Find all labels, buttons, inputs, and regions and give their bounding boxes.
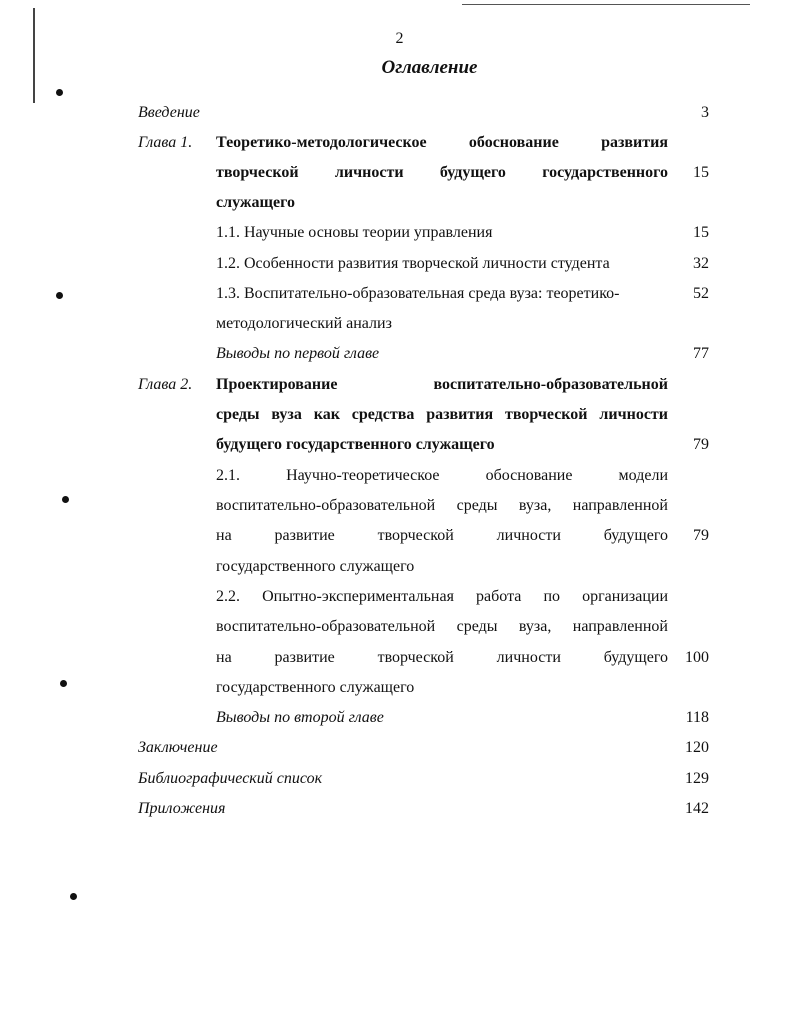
- page-title: Оглавление: [381, 57, 478, 78]
- toc-intro-label[interactable]: Введение: [138, 104, 200, 121]
- toc-section-2-1-cont[interactable]: государственного служащего: [216, 558, 415, 575]
- toc-section-2-2[interactable]: 2.2. Опытно-экспериментальная работа по организации: [216, 588, 668, 605]
- toc-chapter1-conclusion-page: 77: [693, 345, 709, 362]
- toc-chapter2-label: Глава 2.: [138, 376, 193, 393]
- toc-appendices-label[interactable]: Приложения: [138, 800, 226, 817]
- toc-chapter1-title-line[interactable]: творческой личности будущего государственного: [216, 164, 668, 181]
- toc-conclusion-page: 120: [685, 739, 709, 756]
- toc-chapter1-title-line[interactable]: служащего: [216, 194, 295, 211]
- toc-section-2-2-page: 100: [685, 649, 709, 666]
- toc-section-2-1-cont[interactable]: на развитие творческой личности будущего: [216, 527, 668, 544]
- toc-chapter2-conclusion[interactable]: Выводы по второй главе: [216, 709, 384, 726]
- toc-conclusion-label[interactable]: Заключение: [138, 739, 218, 756]
- toc-section-2-2-cont[interactable]: на развитие творческой личности будущего: [216, 649, 668, 666]
- toc-section-2-1[interactable]: 2.1. Научно-теоретическое обоснование модели: [216, 467, 668, 484]
- toc-section-2-2-cont[interactable]: воспитательно-образовательной среды вуза, направленной: [216, 618, 668, 635]
- toc-chapter2-title-line[interactable]: Проектирование воспитательно-образовательной: [216, 376, 668, 393]
- toc-bibliography-label[interactable]: Библиографический список: [138, 770, 323, 787]
- toc-chapter1-page: 15: [693, 164, 709, 181]
- toc-chapter2-title-line[interactable]: среды вуза как средства развития творческой личности: [216, 406, 668, 423]
- toc-chapter1-title-line[interactable]: Теоретико-методологическое обоснование развития: [216, 134, 668, 151]
- toc-chapter1-label: Глава 1.: [138, 134, 193, 151]
- toc-intro-page: 3: [701, 104, 709, 121]
- toc-section-2-1-page: 79: [693, 527, 709, 544]
- toc-section-1-1-page: 15: [693, 224, 709, 241]
- toc-section-2-1-cont[interactable]: воспитательно-образовательной среды вуза, направленной: [216, 497, 668, 514]
- toc-section-1-2[interactable]: 1.2. Особенности развития творческой личности студента: [216, 255, 610, 272]
- toc-appendices-page: 142: [685, 800, 709, 817]
- toc-chapter2-conclusion-page: 118: [685, 709, 709, 726]
- toc-bibliography-page: 129: [685, 770, 709, 787]
- toc-section-1-2-page: 32: [693, 255, 709, 272]
- toc-chapter2-page: 79: [693, 436, 709, 453]
- toc-section-1-3[interactable]: 1.3. Воспитательно-образовательная среда вуза: теоретико-: [216, 285, 620, 302]
- toc-section-1-1[interactable]: 1.1. Научные основы теории управления: [216, 224, 493, 241]
- toc-chapter1-conclusion[interactable]: Выводы по первой главе: [216, 345, 380, 362]
- page-number: 2: [395, 30, 404, 47]
- toc-section-2-2-cont[interactable]: государственного служащего: [216, 679, 415, 696]
- toc-section-1-3-page: 52: [693, 285, 709, 302]
- toc-chapter2-title-line[interactable]: будущего государственного служащего: [216, 436, 495, 453]
- toc-section-1-3-cont[interactable]: методологический анализ: [216, 315, 392, 332]
